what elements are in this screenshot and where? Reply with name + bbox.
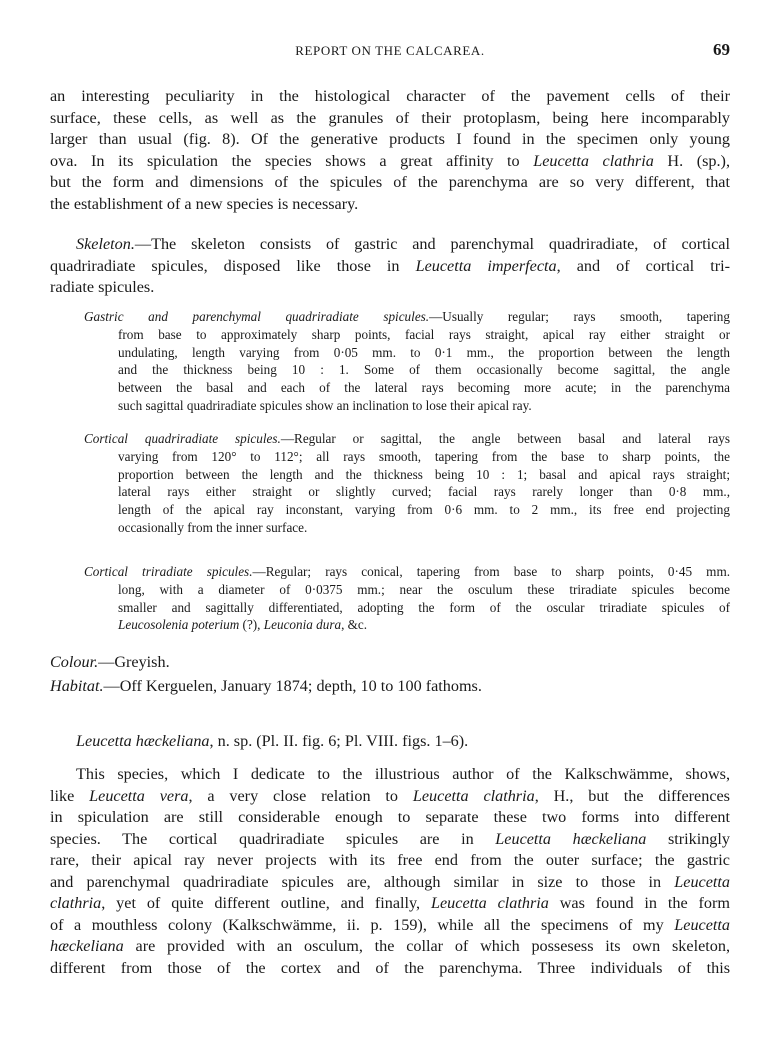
text-line: such sagittal quadriradiate spicules show an inclination to lose their apical ray. [118,397,532,413]
intro-paragraph [50,86,730,215]
text-line [50,893,730,915]
text-line [50,256,730,278]
running-head: REPORT ON THE CALCAREA. [295,43,485,58]
taxon-name: Leucetta clathria [412,786,535,805]
text-span: —Greyish. [98,653,170,671]
text-span: ova. In its spiculation the species shows a great affinity to [50,151,534,170]
text-line [50,786,730,808]
text-line: and the thickness being 10 : 1. Some of them occasionally become sagittal, the angle [118,362,730,378]
text-line: This species, which I dedicate to the illustrious author of the Kalkschwämme, shows, [76,765,730,783]
text-line: but the form and dimensions of the spicules of the parenchyma are so very different, that [50,173,730,191]
text-span: and parenchymal quadriradiate spicules are, although similar in size to those in [50,872,675,891]
text-line [84,430,730,448]
skeleton-paragraph [50,234,730,299]
species-heading [50,731,730,753]
cortical-triradiate-paragraph [84,563,730,634]
taxon-name: Leucetta vera [89,786,189,805]
taxon-name: Leucetta imperfecta [415,256,557,275]
text-span: , H., but the differences [534,786,730,805]
text-span: —Regular or sagittal, the angle between basal and lateral rays [280,431,730,446]
text-line: in spiculation are still considerable enough to separate these two forms into different [50,808,730,826]
text-line: proportion between the length and the thickness being 10 : 1; basal and apical rays straight; [118,466,730,482]
habitat-line [50,676,730,698]
taxon-name: Leucetta hæckeliana [495,829,647,848]
text-span: , yet of quite different outline, and finally, [101,894,431,912]
taxon-name: Leucetta [674,872,730,891]
text-line [50,652,730,674]
cortical-quadriradiate-paragraph [84,430,730,537]
text-line: long, with a diameter of 0·0375 mm.; near the osculum these triradiate spicules become [118,581,730,597]
taxon-name: Leucetta [674,915,730,934]
text-span: —Usually regular; rays smooth, tapering [429,309,730,324]
text-span: (?), [239,617,264,633]
text-span: —The skeleton consists of gastric and parenchymal quadriradiate, of cortical [134,235,730,253]
text-line: varying from 120° to 112°; all rays smooth, tapering from the base to sharp points, the [118,448,730,464]
text-line [50,676,730,698]
taxon-name: clathria [50,894,102,912]
section-heading: Habitat. [50,677,104,695]
section-heading: Skeleton. [76,235,135,253]
text-line: the establishment of a new species is necessary. [50,194,359,213]
text-span: , &c. [341,617,368,633]
text-span: , and of cortical tri- [556,256,730,275]
text-span: like [50,786,90,805]
taxon-name: hæckeliana [50,937,124,955]
text-line [50,872,730,894]
text-span: —Regular; rays conical, tapering from base to sharp points, 0·45 mm. [252,564,730,579]
text-span: of a mouthless colony (Kalkschwämme, ii. p. 159), while all the specimens of my [50,915,675,934]
text-span: , a very close relation to [188,786,413,805]
text-line: different from those of the cortex and of the parenchyma. Three individuals of this [50,958,730,977]
text-line [50,915,730,937]
subsection-heading: Cortical quadriradiate spicules. [84,431,281,446]
text-line: lateral rays either straight or slightly curved; facial rays rarely longer than 0·8 mm., [118,484,730,500]
subsection-heading: Cortical triradiate spicules. [84,564,253,579]
text-line: surface, these cells, as well as the granules of their protoplasm, being here incomparably [50,108,730,127]
text-line: undulating, length varying from 0·05 mm. to 0·1 mm., the proportion between the length [118,344,730,360]
text-span: strikingly [646,829,730,848]
text-line: radiate spicules. [50,278,155,296]
taxon-name: Leucetta clathria [430,894,549,912]
text-line [50,829,730,851]
text-span: H. (sp.), [653,151,730,170]
description-paragraph [50,764,730,979]
text-span: was found in the form [548,894,730,912]
text-span: are provided with an osculum, the collar of which possesess its own skeleton, [123,937,730,955]
text-line [50,731,730,753]
taxon-name: Leucetta clathria [533,151,654,170]
text-line: an interesting peculiarity in the histological character of the pavement cells of their [50,87,730,105]
text-line [50,936,730,958]
text-span: species. The cortical quadriradiate spicules are in [50,829,496,848]
text-line: rare, their apical ray never projects with its free end from the outer surface; the gastric [50,851,730,869]
text-span: , n. sp. (Pl. II. fig. 6; Pl. VIII. figs. 1–6). [209,732,469,750]
text-line: occasionally from the inner surface. [118,519,308,535]
page-number: 69 [713,40,730,59]
taxon-name: Leuconia dura [263,617,342,633]
text-span: quadriradiate spicules, disposed like those in [50,256,416,275]
text-line [50,234,730,256]
subsection-heading: Gastric and parenchymal quadriradiate spicules. [84,309,430,324]
text-line: larger than usual (fig. 8). Of the generative products I found in the specimen only young [50,130,730,148]
page-header [50,40,730,60]
species-name: Leucetta hæckeliana [76,732,210,750]
text-line: between the basal and each of the lateral rays becoming more acute; in the parenchyma [118,380,730,396]
gastric-spicules-paragraph [84,308,730,415]
text-line [84,563,730,581]
colour-line [50,652,730,674]
section-heading: Colour. [50,653,99,671]
text-line [84,616,730,634]
text-line [84,308,730,326]
text-line: smaller and sagittally differentiated, adopting the form of the oscular triradiate spicules of [118,599,730,615]
text-line [50,151,730,173]
taxon-name: Leucosolenia poterium [118,617,240,633]
text-line: length of the apical ray inconstant, varying from 0·6 mm. to 2 mm., its free end projecting [118,502,730,518]
text-line: from base to approximately sharp points, facial rays straight, apical ray either straight or [118,326,730,342]
text-span: —Off Kerguelen, January 1874; depth, 10 to 100 fathoms. [103,677,482,695]
